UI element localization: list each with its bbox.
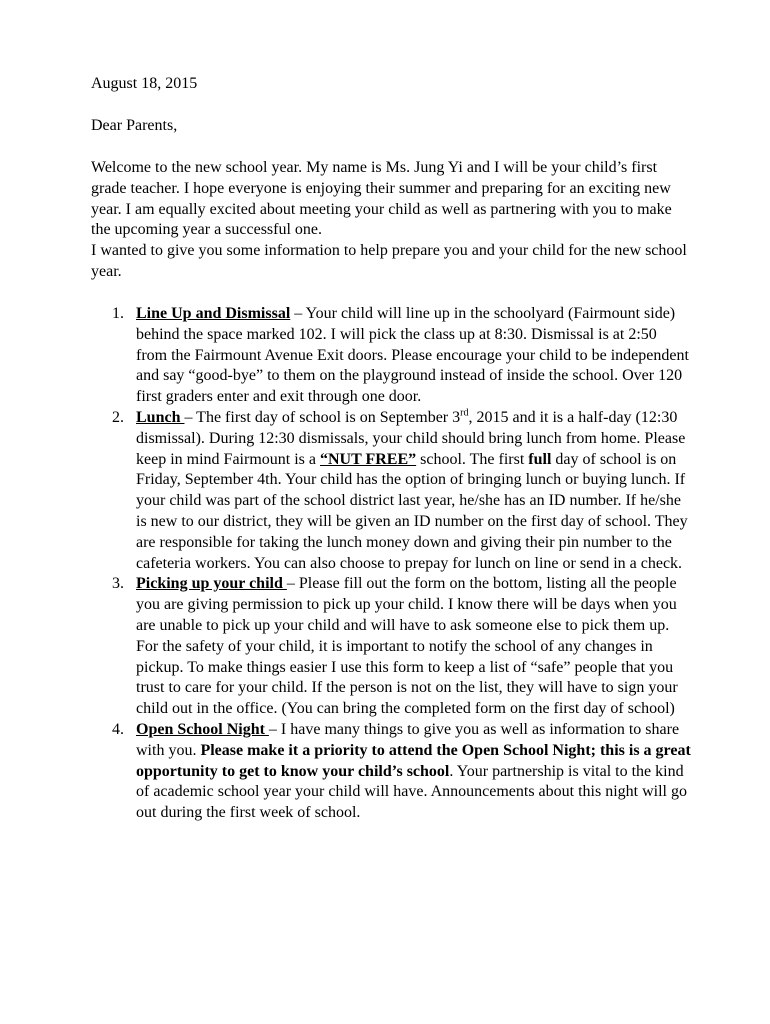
- item-body: – I have many things to give you as well as information to share with you.: [136, 720, 680, 759]
- item-number: 1.: [112, 305, 124, 322]
- item-body: – The first day of school is on September 3: [184, 408, 461, 426]
- item-body: – Your child will line up in the schoolyard (Fairmount side) behind the space marked 102. I will pick the class up at 8:30. Dismissal is at 2:50 from the Fairmount Avenue Exit doors. Please encourage your child to be independent and say “good-bye” to them on the playground instead of inside the school. Over 120 first graders enter and exit through one door.: [136, 305, 689, 406]
- item-heading-open-school-night: Open School Night: [136, 720, 269, 738]
- item-number: 4.: [112, 720, 124, 738]
- intro-paragraph-2: I wanted to give you some information to help prepare you and your child for the new school year.: [91, 242, 687, 280]
- item-body: , 2015 and it is a half-day (12:30 dismissal). During 12:30 dismissals, your child should bring lunch from home. Please keep in mind Fairmount is a: [136, 408, 686, 468]
- item-heading-line-up: Line Up and Dismissal: [136, 305, 291, 322]
- info-list: [91, 304, 691, 824]
- list-item-line-up: [91, 304, 691, 408]
- nut-free-label: “NUT FREE”: [319, 450, 417, 468]
- item-number: 2.: [112, 408, 124, 426]
- letter-body: [91, 74, 691, 822]
- intro-paragraph: Welcome to the new school year. My name is Ms. Jung Yi and I will be your child’s first grade teacher. I hope everyone is enjoying their summer and preparing for an exciting new year. I am equally excited about meeting your child as well as partnering with you to make the upcoming year a successful one.: [91, 159, 672, 239]
- letter-date: August 18, 2015: [91, 75, 198, 92]
- item-body: school. The first: [416, 450, 529, 468]
- list-item-open-school-night: [91, 720, 691, 824]
- item-heading-lunch: Lunch: [136, 408, 185, 426]
- item-body: – Please fill out the form on the bottom, listing all the people you are giving permission to pick up your child. I know there will be days when you are unable to pick up your child and will have to ask someone else to pick them up. For the safety of your child, it is important to notify the school of any changes in pickup. To make things easier I use this form to keep a list of “safe” people that you trust to care for your child. If the person is not on the list, they will have to sign your child out in the office. (You can bring the completed form on the first day of school): [136, 575, 678, 718]
- intro-section: [91, 158, 691, 283]
- item-body: . Your partnership is vital to the kind of academic school year your child will have. Announcements about this night will go out during the first week of school.: [136, 762, 687, 822]
- priority-emphasis: Please make it a priority to attend the Open School Night; this is a great opportunity to get to know your child’s school: [136, 741, 691, 780]
- list-item-lunch: [91, 408, 691, 574]
- full-emphasis: full: [528, 450, 552, 468]
- salutation: Dear Parents,: [91, 117, 178, 134]
- item-heading-pickup: Picking up your child: [136, 575, 287, 593]
- list-item-pickup: [91, 574, 691, 720]
- item-body: day of school is on Friday, September 4th. Your child has the option of bringing lunch or buying lunch. If your child was part of the school district last year, he/she has an ID number. If he/she is new to our district, they will be given an ID number on the first day of school. They are responsible for taking the lunch money down and giving their pin number to the cafeteria workers. You can also choose to prepay for lunch on line or send in a check.: [136, 450, 688, 572]
- item-number: 3.: [112, 575, 124, 593]
- ordinal-suffix: rd: [460, 407, 469, 419]
